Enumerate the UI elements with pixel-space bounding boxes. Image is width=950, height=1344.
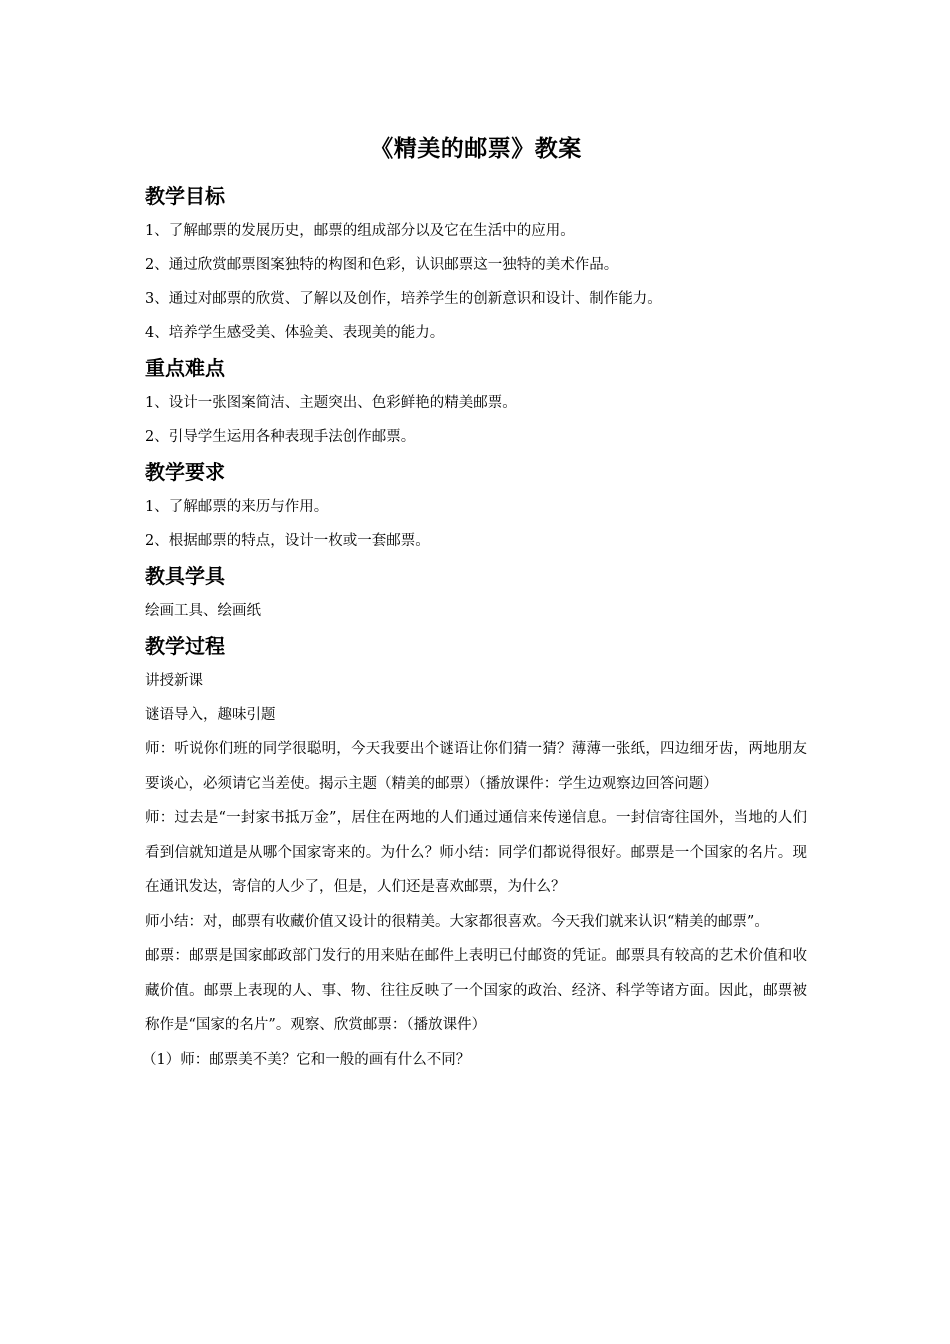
process-paragraph: 邮票：邮票是国家邮政部门发行的用来贴在邮件上表明已付邮资的凭证。邮票具有较高的艺术价值和收藏价值。邮票上表现的人、事、物、往往反映了一个国家的政治、经济、科学等诸方面。因此，邮票被称作是“国家的名片”。观察、欣赏邮票：（播放课件） (145, 948, 807, 1033)
process-paragraph: 师：过去是“一封家书抵万金”，居住在两地的人们通过通信来传递信息。一封信寄往国外，当地的人们看到信就知道是从哪个国家寄来的。为什么？师小结：同学们都说得很好。邮票是一个国家的名片。现在通讯发达，寄信的人少了，但是，人们还是喜欢邮票，为什么？ (145, 810, 807, 895)
document-title: 《精美的邮票》教案 (370, 136, 582, 162)
process-paragraph: 师小结：对，邮票有收藏价值又设计的很精美。大家都很喜欢。今天我们就来认识“精美的邮票”。 (145, 913, 769, 930)
process-item: 讲授新课 (145, 673, 203, 689)
process-item: 谜语导入，趣味引题 (145, 707, 276, 723)
key-point-item: 2、引导学生运用各种表现手法创作邮票。 (145, 429, 416, 445)
key-point-item: 1、设计一张图案简洁、主题突出、色彩鲜艳的精美邮票。 (145, 395, 517, 411)
section-heading-requirements: 教学要求 (145, 460, 225, 484)
tools-item: 绘画工具、绘画纸 (145, 603, 261, 619)
objective-item: 2、通过欣赏邮票图案独特的构图和色彩，认识邮票这一独特的美术作品。 (145, 257, 619, 273)
section-heading-tools: 教具学具 (145, 564, 225, 588)
requirement-item: 1、了解邮票的来历与作用。 (145, 499, 329, 515)
section-heading-key-points: 重点难点 (145, 356, 225, 380)
objective-item: 1、了解邮票的发展历史，邮票的组成部分以及它在生活中的应用。 (145, 223, 575, 239)
section-heading-objectives: 教学目标 (145, 184, 225, 208)
objective-item: 3、通过对邮票的欣赏、了解以及创作，培养学生的创新意识和设计、制作能力。 (145, 291, 662, 307)
process-paragraph: 师：听说你们班的同学很聪明，今天我要出个谜语让你们猜一猜？薄薄一张纸，四边细牙齿，两地朋友要谈心，必须请它当差使。揭示主题（精美的邮票）（播放课件：学生边观察边回答问题） (145, 741, 807, 792)
process-question: （1）师：邮票美不美？它和一般的画有什么不同？ (142, 1051, 471, 1068)
section-heading-process: 教学过程 (145, 634, 225, 658)
requirement-item: 2、根据邮票的特点，设计一枚或一套邮票。 (145, 533, 430, 549)
objective-item: 4、培养学生感受美、体验美、表现美的能力。 (145, 325, 445, 341)
document-page (142, 128, 807, 1077)
